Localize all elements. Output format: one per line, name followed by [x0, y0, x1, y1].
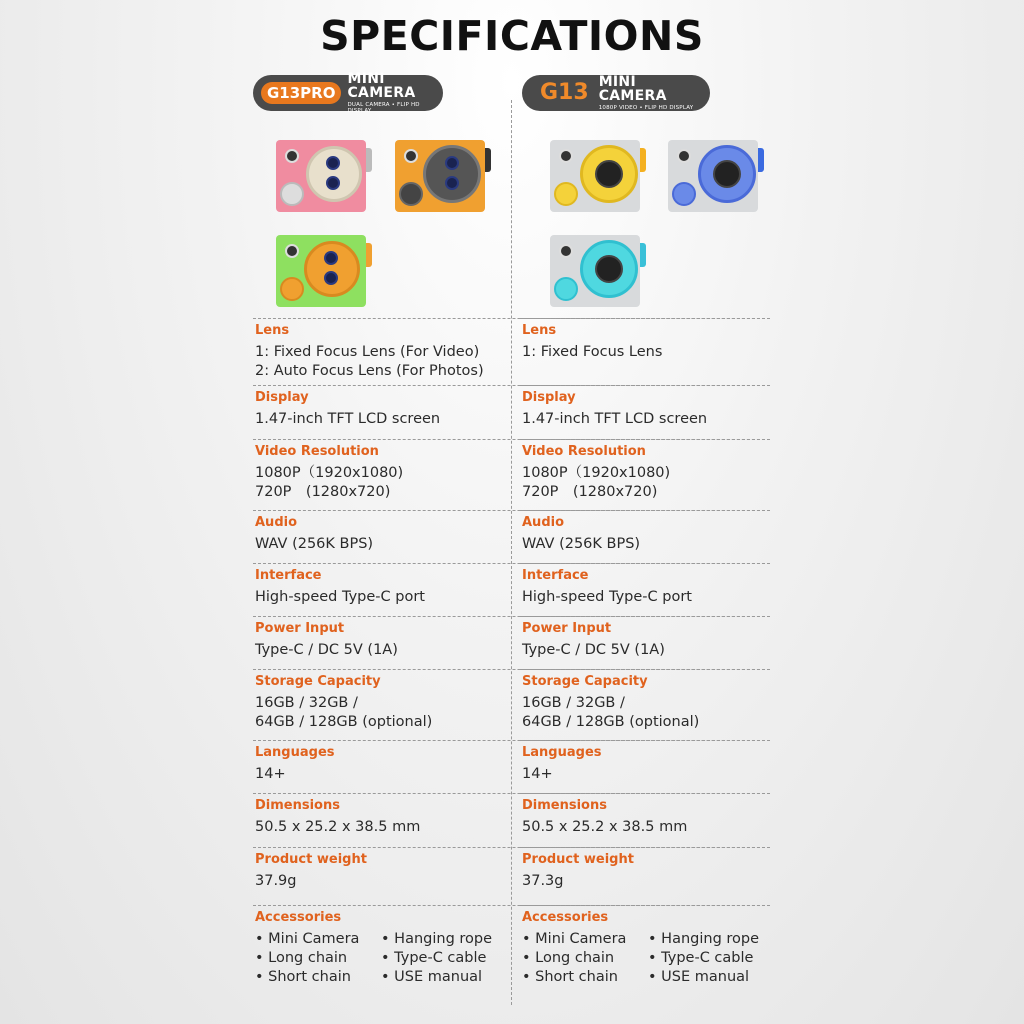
spec-label: Video Resolution — [255, 444, 379, 459]
accessories-list — [522, 930, 772, 987]
spec-row-accessories — [520, 905, 770, 985]
g13-model-label: G13 — [540, 80, 589, 105]
accessory-item: • Type-C cable — [648, 950, 754, 966]
spec-label: Interface — [255, 568, 322, 583]
accessory-item: • Hanging rope — [648, 931, 760, 947]
spec-value: High-speed Type-C port — [255, 589, 425, 605]
g13-name: MINI CAMERA — [598, 73, 667, 104]
g13pro-badge — [253, 71, 443, 114]
spec-label: Dimensions — [522, 798, 607, 813]
spec-label: Interface — [522, 568, 589, 583]
spec-label: Display — [255, 390, 309, 405]
g13pro-subtitle: DUAL CAMERA • FLIP HD DISPLAY — [347, 102, 420, 114]
orange-camera-image — [395, 140, 485, 212]
spec-value: Type-C / DC 5V (1A) — [522, 642, 665, 658]
spec-value: WAV (256K BPS) — [522, 536, 641, 552]
spec-value: 37.3g — [522, 873, 564, 889]
spec-label: Lens — [255, 323, 290, 338]
pink-camera-image — [276, 140, 366, 212]
spec-value: 1.47-inch TFT LCD screen — [522, 411, 708, 427]
spec-label: Display — [522, 390, 576, 405]
spec-value: 14+ — [255, 766, 286, 782]
accessory-item: • USE manual — [381, 969, 483, 985]
spec-row-storage-capacity — [520, 669, 770, 730]
accessory-item: • Type-C cable — [381, 950, 487, 966]
spec-value: High-speed Type-C port — [522, 589, 692, 605]
spec-label: Product weight — [522, 852, 634, 867]
spec-value: 1.47-inch TFT LCD screen — [255, 411, 441, 427]
spec-label: Power Input — [255, 621, 345, 636]
spec-value: 1: Fixed Focus Lens (For Video) 2: Auto Focus Lens (For Photos) — [255, 344, 484, 379]
spec-label: Lens — [522, 323, 557, 338]
spec-value: 1080P（1920x1080) 720P (1280x720) — [522, 465, 671, 500]
accessory-item: • Short chain — [255, 969, 351, 985]
spec-value: 50.5 x 25.2 x 38.5 mm — [522, 819, 688, 835]
accessory-item: • Hanging rope — [381, 931, 493, 947]
spec-value: 1: Fixed Focus Lens — [522, 344, 663, 360]
spec-label: Storage Capacity — [255, 674, 381, 689]
spec-row-video-resolution — [520, 439, 770, 500]
spec-value: 14+ — [522, 766, 553, 782]
spec-label: Audio — [255, 515, 298, 530]
accessory-item: • USE manual — [648, 969, 750, 985]
spec-label: Product weight — [255, 852, 367, 867]
green-camera-image — [276, 235, 366, 307]
spec-label: Video Resolution — [522, 444, 646, 459]
spec-value: Type-C / DC 5V (1A) — [255, 642, 398, 658]
blue-camera-image — [668, 140, 758, 212]
accessory-item: • Mini Camera — [522, 931, 627, 947]
spec-value: 1080P（1920x1080) 720P (1280x720) — [255, 465, 404, 500]
spec-row-product-weight — [520, 847, 770, 889]
spec-row-display — [520, 385, 770, 427]
spec-label: Audio — [522, 515, 565, 530]
spec-value: 16GB / 32GB / 64GB / 128GB (optional) — [255, 695, 433, 730]
spec-value: 50.5 x 25.2 x 38.5 mm — [255, 819, 421, 835]
spec-label: Storage Capacity — [522, 674, 648, 689]
spec-row-dimensions — [520, 793, 770, 835]
g13-badge — [522, 75, 710, 111]
spec-row-audio — [520, 510, 770, 552]
spec-value: 16GB / 32GB / 64GB / 128GB (optional) — [522, 695, 700, 730]
spec-label: Dimensions — [255, 798, 340, 813]
accessory-item: • Short chain — [522, 969, 618, 985]
spec-label: Accessories — [255, 910, 342, 925]
accessory-item: • Mini Camera — [255, 931, 360, 947]
spec-row-lens — [520, 318, 770, 360]
accessory-item: • Long chain — [255, 950, 348, 966]
spec-label: Languages — [255, 745, 335, 760]
accessory-item: • Long chain — [522, 950, 615, 966]
cyan-camera-image — [550, 235, 640, 307]
spec-label: Power Input — [522, 621, 612, 636]
column-divider — [511, 100, 512, 1005]
spec-row-languages — [520, 740, 770, 782]
spec-label: Accessories — [522, 910, 609, 925]
spec-row-interface — [520, 563, 770, 605]
spec-label: Languages — [522, 745, 602, 760]
yellow-camera-image — [550, 140, 640, 212]
spec-value: 37.9g — [255, 873, 297, 889]
spec-value: WAV (256K BPS) — [255, 536, 374, 552]
g13pro-name: MINI CAMERA — [347, 71, 416, 101]
accessories-list — [255, 930, 505, 987]
g13-subtitle: 1080P VIDEO • FLIP HD DISPLAY — [598, 104, 694, 111]
spec-row-power-input — [520, 616, 770, 658]
page-title: SPECIFICATIONS — [320, 12, 704, 60]
g13pro-model-label: G13PRO — [261, 82, 341, 104]
